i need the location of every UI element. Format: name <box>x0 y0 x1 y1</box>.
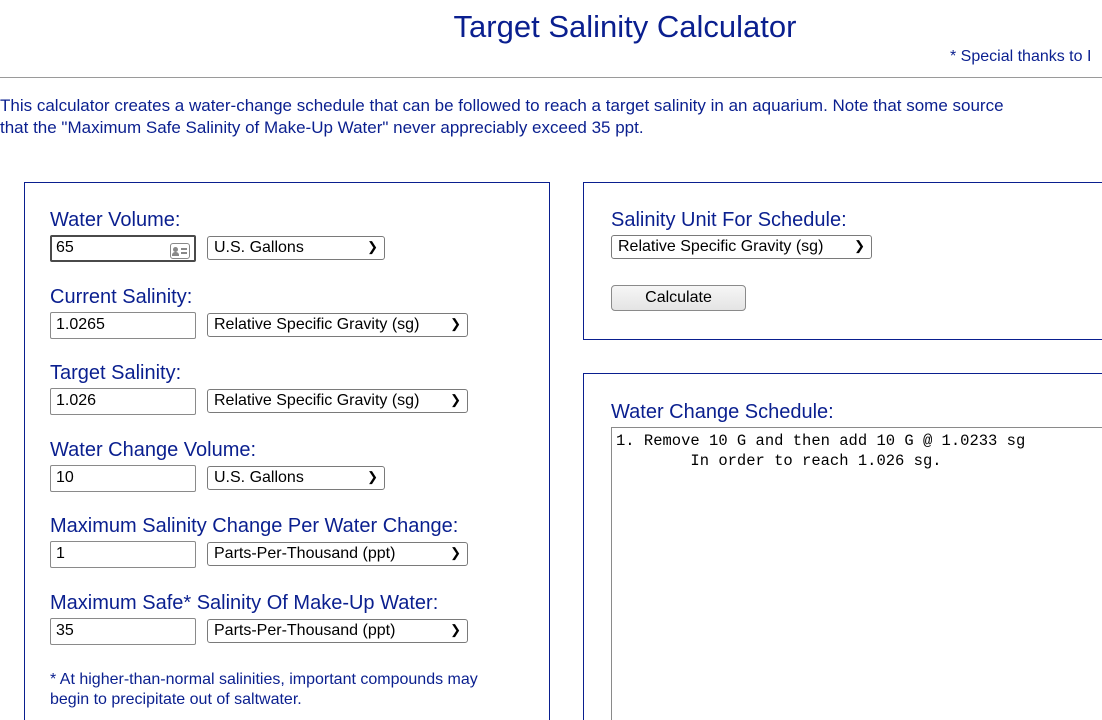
intro-text <box>0 95 1102 139</box>
max-safe-salinity-input[interactable]: 35 <box>50 618 196 645</box>
water-volume-unit-value: U.S. Gallons <box>214 239 304 256</box>
max-safe-salinity-unit-select[interactable] <box>207 619 468 643</box>
water-change-volume-input[interactable]: 10 <box>50 465 196 492</box>
schedule-unit-label: Salinity Unit For Schedule: <box>611 209 847 231</box>
water-volume-label: Water Volume: <box>50 209 181 231</box>
schedule-settings-panel <box>583 182 1102 340</box>
chevron-down-icon: ❯ <box>450 316 461 331</box>
footnote-line-2: begin to precipitate out of saltwater. <box>50 691 302 708</box>
chevron-down-icon: ❯ <box>450 622 461 637</box>
schedule-unit-select[interactable] <box>611 235 872 259</box>
max-salinity-change-input[interactable]: 1 <box>50 541 196 568</box>
water-change-volume-label: Water Change Volume: <box>50 439 257 461</box>
header-divider <box>0 77 1102 78</box>
water-change-volume-unit-select[interactable] <box>207 466 385 490</box>
precipitation-footnote <box>50 670 478 710</box>
chevron-down-icon: ❯ <box>450 392 461 407</box>
chevron-down-icon: ❯ <box>450 545 461 560</box>
chevron-down-icon: ❯ <box>854 238 865 253</box>
max-salinity-change-unit-value: Parts-Per-Thousand (ppt) <box>214 545 396 562</box>
special-thanks-link[interactable]: * Special thanks to I <box>950 48 1092 65</box>
intro-line-2: that the "Maximum Safe Salinity of Make-Up Water" never appreciably exceed 35 ppt. <box>0 118 644 137</box>
max-safe-salinity-unit-value: Parts-Per-Thousand (ppt) <box>214 622 396 639</box>
current-salinity-unit-select[interactable] <box>207 313 468 337</box>
page-title: Target Salinity Calculator <box>453 9 797 44</box>
target-salinity-input[interactable]: 1.026 <box>50 388 196 415</box>
max-safe-salinity-label: Maximum Safe* Salinity Of Make-Up Water: <box>50 592 439 614</box>
current-salinity-unit-value: Relative Specific Gravity (sg) <box>214 316 420 333</box>
chevron-down-icon: ❯ <box>367 239 378 254</box>
schedule-label: Water Change Schedule: <box>611 401 834 423</box>
current-salinity-input[interactable]: 1.0265 <box>50 312 196 339</box>
water-volume-input[interactable]: 65 <box>50 235 196 262</box>
water-volume-unit-select[interactable] <box>207 236 385 260</box>
intro-line-1: This calculator creates a water-change schedule that can be followed to reach a target salinity in an aquarium. Note that some source <box>0 96 1004 115</box>
schedule-unit-value: Relative Specific Gravity (sg) <box>618 238 824 255</box>
target-salinity-label: Target Salinity: <box>50 362 182 384</box>
chevron-down-icon: ❯ <box>367 469 378 484</box>
water-change-volume-unit-value: U.S. Gallons <box>214 469 304 486</box>
target-salinity-unit-select[interactable] <box>207 389 468 413</box>
schedule-output-textarea[interactable]: 1. Remove 10 G and then add 10 G @ 1.0233 sg In order to reach 1.026 sg. <box>611 427 1102 720</box>
target-salinity-unit-value: Relative Specific Gravity (sg) <box>214 392 420 409</box>
contact-card-icon[interactable] <box>170 243 190 259</box>
current-salinity-label: Current Salinity: <box>50 286 193 308</box>
footnote-line-1: * At higher-than-normal salinities, important compounds may <box>50 671 478 688</box>
max-salinity-change-label: Maximum Salinity Change Per Water Change: <box>50 515 459 537</box>
max-salinity-change-unit-select[interactable] <box>207 542 468 566</box>
calculate-button[interactable]: Calculate <box>611 285 746 311</box>
